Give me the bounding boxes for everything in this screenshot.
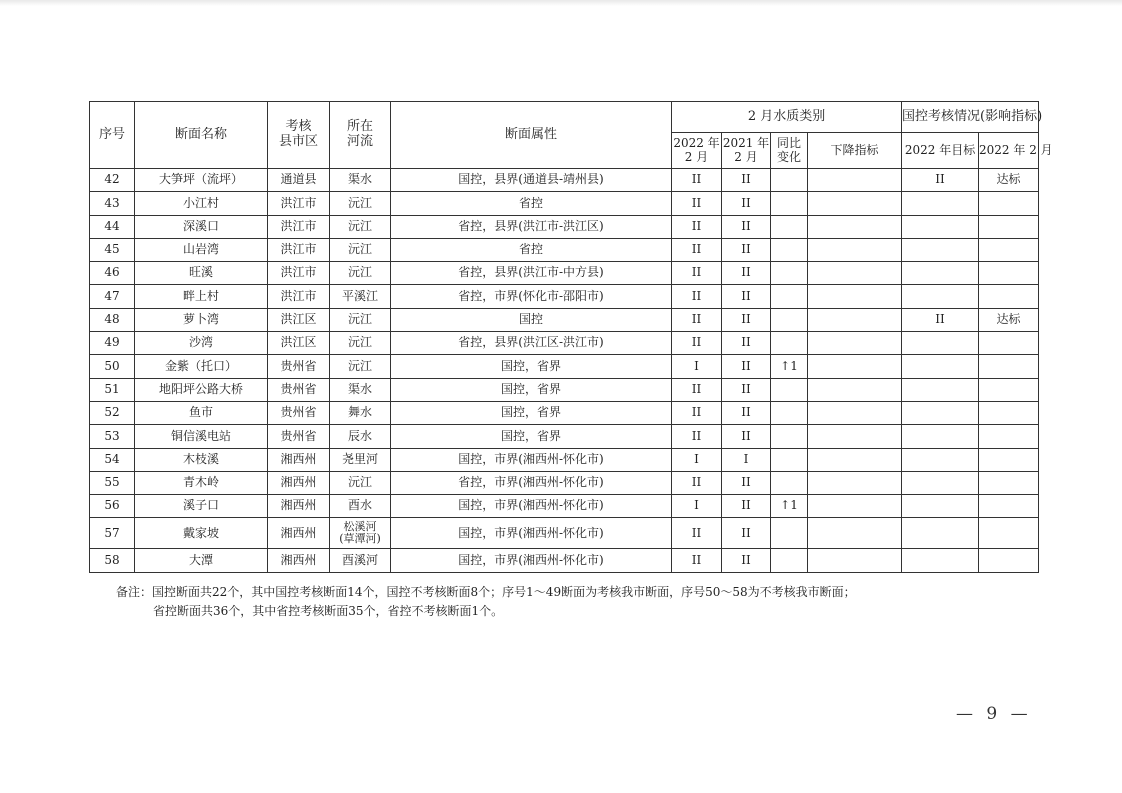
cell-target [902, 192, 979, 215]
water-quality-table [89, 101, 1053, 573]
cell-river: 沅江 [330, 355, 391, 378]
cell-river: 平溪江 [330, 285, 391, 308]
cell-decline [808, 448, 902, 471]
cell-decline [808, 169, 902, 192]
cell-county: 湘西州 [268, 518, 330, 549]
cell-q2022: II [672, 518, 722, 549]
header-yoy: 同比 变化 [771, 133, 808, 169]
cell-q2021: II [722, 332, 771, 355]
cell-q2022: II [672, 238, 722, 261]
cell-seq: 45 [90, 238, 135, 261]
cell-target: II [902, 169, 979, 192]
header-attr: 断面属性 [391, 102, 672, 169]
cell-attr: 省控，县界(洪江市-洪江区) [391, 215, 672, 238]
cell-seq: 55 [90, 471, 135, 494]
cell-river: 沅江 [330, 192, 391, 215]
table-row [90, 518, 1039, 549]
cell-decline [808, 192, 902, 215]
header-national-group: 国控考核情况(影响指标) [902, 102, 1039, 133]
cell-q2022: II [672, 285, 722, 308]
table-row [90, 355, 1039, 378]
cell-decline [808, 238, 902, 261]
cell-status [979, 238, 1039, 261]
cell-name: 铜信溪电站 [135, 425, 268, 448]
header-county: 考核 县市区 [268, 102, 330, 169]
cell-name: 畔上村 [135, 285, 268, 308]
cell-status [979, 401, 1039, 424]
cell-status [979, 332, 1039, 355]
cell-decline [808, 471, 902, 494]
cell-q2021: II [722, 495, 771, 518]
table-row [90, 262, 1039, 285]
table-row [90, 471, 1039, 494]
cell-yoy [771, 262, 808, 285]
cell-river: 酉溪河 [330, 549, 391, 572]
table-row [90, 549, 1039, 572]
cell-decline [808, 378, 902, 401]
cell-name: 沙湾 [135, 332, 268, 355]
cell-decline [808, 262, 902, 285]
table-row [90, 169, 1039, 192]
cell-q2021: II [722, 549, 771, 572]
cell-q2022: II [672, 401, 722, 424]
cell-name: 鱼市 [135, 401, 268, 424]
cell-name: 大笋坪（流坪） [135, 169, 268, 192]
cell-target: II [902, 308, 979, 331]
cell-yoy [771, 378, 808, 401]
cell-seq: 57 [90, 518, 135, 549]
cell-county: 湘西州 [268, 471, 330, 494]
cell-q2022: II [672, 425, 722, 448]
cell-seq: 49 [90, 332, 135, 355]
table-row [90, 495, 1039, 518]
cell-decline [808, 549, 902, 572]
cell-q2021: II [722, 285, 771, 308]
cell-river: 沅江 [330, 238, 391, 261]
cell-name: 青木岭 [135, 471, 268, 494]
cell-q2022: II [672, 169, 722, 192]
cell-target [902, 518, 979, 549]
cell-attr: 国控，省界 [391, 355, 672, 378]
cell-status [979, 192, 1039, 215]
cell-q2022: II [672, 471, 722, 494]
cell-attr: 省控，县界(洪江市-中方县) [391, 262, 672, 285]
cell-attr: 国控，省界 [391, 378, 672, 401]
cell-attr: 省控，县界(洪江区-洪江市) [391, 332, 672, 355]
cell-decline [808, 425, 902, 448]
cell-seq: 43 [90, 192, 135, 215]
cell-target [902, 262, 979, 285]
cell-attr: 省控，市界(湘西州-怀化市) [391, 471, 672, 494]
cell-attr: 省控，市界(怀化市-邵阳市) [391, 285, 672, 308]
table-body [90, 169, 1039, 573]
cell-status [979, 215, 1039, 238]
cell-q2022: I [672, 495, 722, 518]
cell-q2021: II [722, 169, 771, 192]
cell-target [902, 425, 979, 448]
cell-yoy [771, 471, 808, 494]
cell-yoy [771, 215, 808, 238]
cell-name: 萝卜湾 [135, 308, 268, 331]
cell-county: 洪江市 [268, 215, 330, 238]
cell-county: 洪江区 [268, 332, 330, 355]
cell-target [902, 285, 979, 308]
cell-yoy [771, 308, 808, 331]
cell-yoy: ↑1 [771, 495, 808, 518]
cell-target [902, 549, 979, 572]
table-header [90, 102, 1053, 169]
cell-status [979, 355, 1039, 378]
cell-county: 湘西州 [268, 549, 330, 572]
cell-river: 沅江 [330, 215, 391, 238]
cell-seq: 48 [90, 308, 135, 331]
cell-attr: 国控，省界 [391, 425, 672, 448]
cell-name: 大潭 [135, 549, 268, 572]
cell-attr: 省控 [391, 238, 672, 261]
cell-q2022: II [672, 192, 722, 215]
cell-q2021: II [722, 401, 771, 424]
cell-q2021: II [722, 192, 771, 215]
table-row [90, 285, 1039, 308]
cell-county: 湘西州 [268, 495, 330, 518]
cell-q2022: II [672, 549, 722, 572]
cell-county: 通道县 [268, 169, 330, 192]
cell-name: 溪子口 [135, 495, 268, 518]
cell-q2022: II [672, 308, 722, 331]
cell-county: 洪江市 [268, 238, 330, 261]
cell-county: 贵州省 [268, 378, 330, 401]
table-row [90, 215, 1039, 238]
cell-q2021: II [722, 471, 771, 494]
cell-q2022: II [672, 262, 722, 285]
cell-yoy [771, 332, 808, 355]
cell-status [979, 495, 1039, 518]
cell-status: 达标 [979, 169, 1039, 192]
cell-name: 地阳坪公路大桥 [135, 378, 268, 401]
cell-seq: 52 [90, 401, 135, 424]
cell-attr: 国控 [391, 308, 672, 331]
header-quality-group: 2 月水质类别 [672, 102, 902, 133]
cell-attr: 国控，县界(通道县-靖州县) [391, 169, 672, 192]
cell-river: 沅江 [330, 332, 391, 355]
scan-edge-shadow [0, 0, 1122, 6]
cell-attr: 国控，市界(湘西州-怀化市) [391, 518, 672, 549]
cell-q2022: II [672, 378, 722, 401]
cell-q2021: II [722, 518, 771, 549]
cell-yoy [771, 448, 808, 471]
cell-county: 贵州省 [268, 401, 330, 424]
cell-yoy: ↑1 [771, 355, 808, 378]
cell-target [902, 355, 979, 378]
cell-status [979, 378, 1039, 401]
cell-decline [808, 215, 902, 238]
cell-q2021: II [722, 215, 771, 238]
cell-attr: 国控，省界 [391, 401, 672, 424]
cell-q2021: II [722, 425, 771, 448]
header-feb2022: 2022 年 2 月 [979, 133, 1039, 169]
header-seq: 序号 [90, 102, 135, 169]
cell-attr: 国控，市界(湘西州-怀化市) [391, 495, 672, 518]
cell-county: 洪江市 [268, 262, 330, 285]
cell-county: 洪江市 [268, 192, 330, 215]
cell-yoy [771, 192, 808, 215]
cell-target [902, 378, 979, 401]
cell-decline [808, 308, 902, 331]
cell-river: 渠水 [330, 378, 391, 401]
cell-river: 渠水 [330, 169, 391, 192]
cell-target [902, 332, 979, 355]
header-q2022: 2022 年 2 月 [672, 133, 722, 169]
cell-yoy [771, 285, 808, 308]
cell-seq: 46 [90, 262, 135, 285]
cell-target [902, 401, 979, 424]
cell-county: 贵州省 [268, 425, 330, 448]
footnote [116, 583, 1016, 621]
cell-name: 旺溪 [135, 262, 268, 285]
table-row [90, 378, 1039, 401]
table-row [90, 401, 1039, 424]
header-target2022: 2022 年目标 [902, 133, 979, 169]
table-row [90, 238, 1039, 261]
cell-yoy [771, 169, 808, 192]
cell-yoy [771, 401, 808, 424]
cell-q2022: I [672, 355, 722, 378]
page-number: — 9 — [956, 704, 1032, 724]
cell-name: 小江村 [135, 192, 268, 215]
cell-target [902, 215, 979, 238]
cell-seq: 51 [90, 378, 135, 401]
cell-decline [808, 495, 902, 518]
cell-name: 木枝溪 [135, 448, 268, 471]
cell-yoy [771, 549, 808, 572]
cell-river: 松溪河 (草潭河) [330, 518, 391, 549]
cell-target [902, 238, 979, 261]
cell-yoy [771, 238, 808, 261]
cell-status [979, 285, 1039, 308]
cell-status [979, 448, 1039, 471]
footnote-line-1: 备注：国控断面共22个，其中国控考核断面14个，国控不考核断面8个；序号1～49断面为考核我市断面，序号50～58为不考核我市断面； [116, 585, 856, 599]
cell-decline [808, 518, 902, 549]
cell-q2021: I [722, 448, 771, 471]
cell-q2021: II [722, 262, 771, 285]
cell-decline [808, 355, 902, 378]
cell-river: 酉水 [330, 495, 391, 518]
table-row [90, 332, 1039, 355]
cell-county: 湘西州 [268, 448, 330, 471]
cell-attr: 国控，市界(湘西州-怀化市) [391, 448, 672, 471]
header-name: 断面名称 [135, 102, 268, 169]
cell-decline [808, 332, 902, 355]
cell-river: 舞水 [330, 401, 391, 424]
cell-decline [808, 285, 902, 308]
cell-q2021: II [722, 378, 771, 401]
cell-seq: 44 [90, 215, 135, 238]
cell-name: 金紫（托口） [135, 355, 268, 378]
cell-seq: 56 [90, 495, 135, 518]
cell-river: 沅江 [330, 262, 391, 285]
cell-river: 沅江 [330, 471, 391, 494]
cell-attr: 国控，市界(湘西州-怀化市) [391, 549, 672, 572]
cell-river: 沅江 [330, 308, 391, 331]
cell-county: 洪江区 [268, 308, 330, 331]
cell-yoy [771, 425, 808, 448]
cell-river: 尧里河 [330, 448, 391, 471]
cell-target [902, 471, 979, 494]
cell-county: 洪江市 [268, 285, 330, 308]
cell-seq: 54 [90, 448, 135, 471]
cell-q2022: II [672, 215, 722, 238]
header-river: 所在 河流 [330, 102, 391, 169]
cell-seq: 42 [90, 169, 135, 192]
cell-decline [808, 401, 902, 424]
cell-attr: 省控 [391, 192, 672, 215]
cell-target [902, 448, 979, 471]
table-row [90, 192, 1039, 215]
cell-q2021: II [722, 238, 771, 261]
cell-status [979, 425, 1039, 448]
cell-seq: 53 [90, 425, 135, 448]
table-row [90, 308, 1039, 331]
cell-county: 贵州省 [268, 355, 330, 378]
cell-name: 山岩湾 [135, 238, 268, 261]
cell-status: 达标 [979, 308, 1039, 331]
cell-q2021: II [722, 308, 771, 331]
cell-status [979, 471, 1039, 494]
header-q2021: 2021 年 2 月 [722, 133, 771, 169]
cell-q2021: II [722, 355, 771, 378]
footnote-line-2: 省控断面共36个，其中省控考核断面35个，省控不考核断面1个。 [153, 604, 504, 618]
cell-q2022: I [672, 448, 722, 471]
header-decline: 下降指标 [808, 133, 902, 169]
table-row [90, 425, 1039, 448]
cell-status [979, 262, 1039, 285]
cell-target [902, 495, 979, 518]
cell-status [979, 518, 1039, 549]
cell-status [979, 549, 1039, 572]
cell-name: 深溪口 [135, 215, 268, 238]
cell-seq: 47 [90, 285, 135, 308]
cell-seq: 58 [90, 549, 135, 572]
cell-yoy [771, 518, 808, 549]
cell-river: 辰水 [330, 425, 391, 448]
table-row [90, 448, 1039, 471]
cell-name: 戴家坡 [135, 518, 268, 549]
cell-seq: 50 [90, 355, 135, 378]
cell-q2022: II [672, 332, 722, 355]
